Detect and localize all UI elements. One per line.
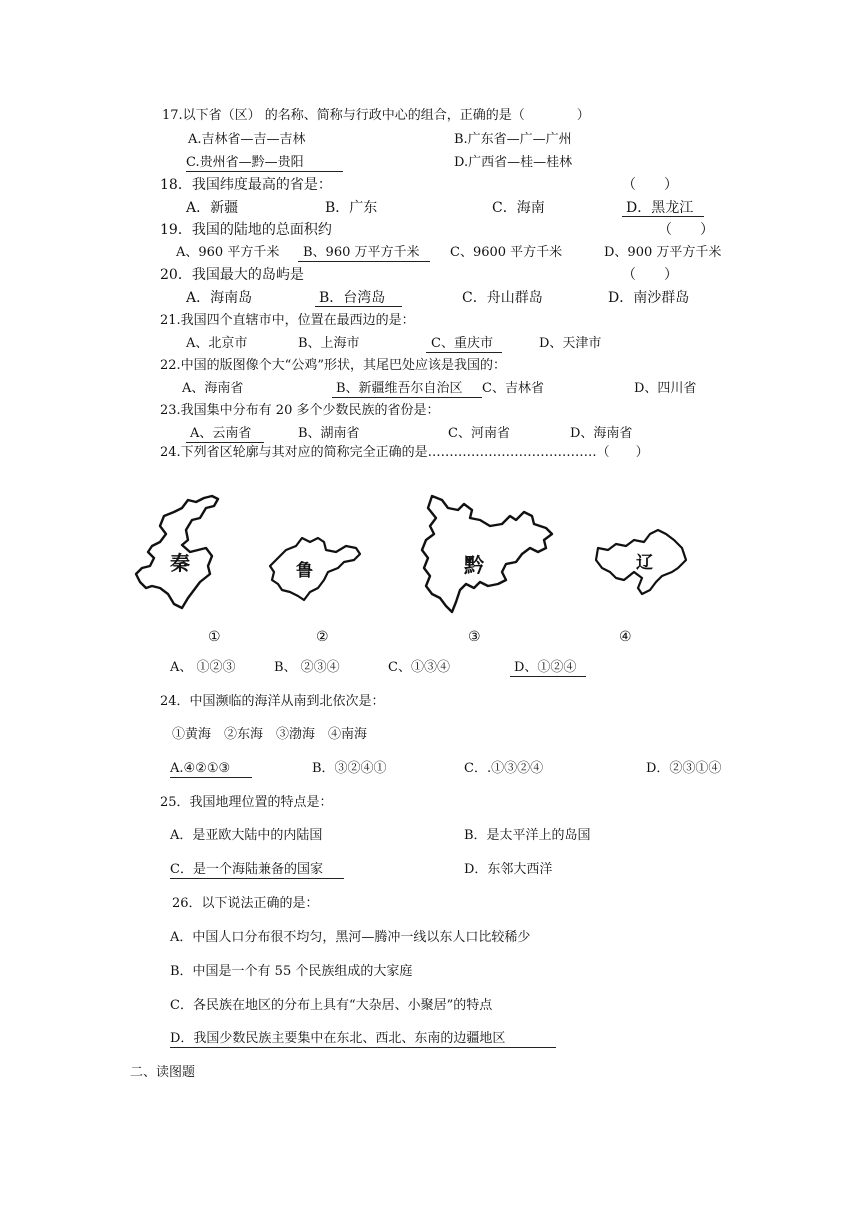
q23-option-c: C、河南省 <box>448 426 510 441</box>
q21-option-d: D、天津市 <box>539 336 602 351</box>
q17-option-c-answer: C.贵州省—黔—贵阳 <box>186 155 304 170</box>
map-4-abbr: 辽 <box>636 553 653 573</box>
q22-option-d: D、四川省 <box>634 381 697 396</box>
q24-stem: 24.下列省区轮廓与其对应的简称完全正确的是…………………………………（ ） <box>160 445 649 460</box>
q23-option-b: B、湖南省 <box>298 426 360 441</box>
q23-option-d: D、海南省 <box>570 426 633 441</box>
q25-answer-underline <box>170 878 344 879</box>
q26-answer-underline <box>170 1047 556 1048</box>
q22-answer-underline <box>332 397 482 398</box>
q24-option-d-answer: D、①②④ <box>514 660 577 675</box>
q19-option-b-answer: B、960 万平方千米 <box>303 245 420 260</box>
q20-paren: （ ） <box>622 267 678 283</box>
q22-option-a: A、海南省 <box>182 381 244 396</box>
q17-answer-underline <box>186 171 343 172</box>
q26-stem: 26．以下说法正确的是： <box>172 896 319 911</box>
q18-stem: 18．我国纬度最高的省是： <box>160 177 332 193</box>
q25-stem: 25．我国地理位置的特点是： <box>160 795 333 810</box>
guizhou-outline-map <box>418 490 558 620</box>
q24b-option-b: B．③②④① <box>312 761 387 776</box>
q19-stem: 19．我国的陆地的总面积约 <box>160 222 332 238</box>
map-1-abbr: 秦 <box>170 551 190 575</box>
q26-option-c: C．各民族在地区的分布上具有“大杂居、小聚居”的特点 <box>170 998 493 1013</box>
q24b-items: ①黄海 ②东海 ③渤海 ④南海 <box>172 727 368 742</box>
map-2-number: ② <box>316 629 329 645</box>
q18-paren: （ ） <box>622 177 678 193</box>
q17-stem: 17.以下省（区） 的名称、简称与行政中心的组合，正确的是（ ） <box>162 108 590 123</box>
q19-option-c: C、9600 平方千米 <box>450 245 563 260</box>
q24-option-a: A、 ①②③ <box>170 660 236 675</box>
q25-option-d: D．东邻大西洋 <box>464 862 553 877</box>
q17-option-d: D.广西省—桂—桂林 <box>454 155 573 170</box>
q24-option-c: C、①③④ <box>388 660 450 675</box>
q18-option-d-answer: D．黑龙江 <box>626 200 694 216</box>
q26-option-b: B．中国是一个有 55 个民族组成的大家庭 <box>170 964 413 979</box>
q17-option-a: A.吉林省—吉—吉林 <box>188 132 306 147</box>
q24-answer-underline <box>510 676 586 677</box>
map-1-number: ① <box>208 629 221 645</box>
q21-option-b: B、上海市 <box>298 336 360 351</box>
q24b-option-a-answer: A.④②①③ <box>170 761 231 776</box>
q24b-stem: 24．中国濒临的海洋从南到北依次是： <box>160 694 385 709</box>
q26-option-a: A．中国人口分布很不均匀，黑河—腾冲一线以东人口比较稀少 <box>170 930 531 945</box>
q20-option-b-answer: B．台湾岛 <box>319 290 386 306</box>
q21-option-a: A、北京市 <box>186 336 248 351</box>
q25-option-b: B．是太平洋上的岛国 <box>464 828 591 843</box>
q24b-option-d: D．②③①④ <box>646 761 722 776</box>
q23-answer-underline <box>186 442 264 443</box>
q23-stem: 23.我国集中分布有 20 多个少数民族的省份是： <box>160 403 440 418</box>
q22-stem: 22.中国的版图像个大“公鸡”形状，其尾巴处应该是我国的： <box>160 358 506 373</box>
q25-option-a: A．是亚欧大陆中的内陆国 <box>170 828 323 843</box>
q19-option-a: A、960 平方千米 <box>176 245 280 260</box>
q20-stem: 20．我国最大的岛屿是 <box>160 267 304 283</box>
q22-option-b-answer: B、新疆维吾尔自治区 <box>336 381 463 396</box>
q19-paren: （ ） <box>658 222 714 238</box>
liaoning-outline-map <box>590 520 690 610</box>
section-2-heading: 二、读图题 <box>130 1065 196 1080</box>
map-4-number: ④ <box>619 629 632 645</box>
q24b-answer-underline <box>170 777 252 778</box>
q25-option-c-answer: C．是一个海陆兼备的国家 <box>170 862 323 877</box>
q20-answer-underline <box>315 306 402 307</box>
map-3-abbr: 黔 <box>464 553 484 577</box>
q21-stem: 21.我国四个直辖市中，位置在最西边的是： <box>160 313 415 328</box>
q26-option-d-answer: D．我国少数民族主要集中在东北、西北、东南的边疆地区 <box>170 1031 506 1046</box>
q18-option-c: C．海南 <box>492 200 545 216</box>
map-2-abbr: 鲁 <box>296 561 313 581</box>
q18-option-a: A．新疆 <box>186 200 239 216</box>
q20-option-c: C．舟山群岛 <box>462 290 543 306</box>
q24b-option-c: C．.①③②④ <box>464 761 544 776</box>
q22-option-c: C、吉林省 <box>482 381 544 396</box>
shaanxi-outline-map <box>130 490 225 615</box>
q17-option-b: B.广东省—广—广州 <box>454 132 572 147</box>
q21-answer-underline <box>426 352 502 353</box>
q24-option-b: B、 ②③④ <box>274 660 340 675</box>
q20-option-d: D．南沙群岛 <box>608 290 690 306</box>
map-3-number: ③ <box>468 629 481 645</box>
q18-answer-underline <box>622 216 704 217</box>
q23-option-a-answer: A、云南省 <box>190 426 252 441</box>
q19-answer-underline <box>298 261 430 262</box>
q18-option-b: B．广东 <box>325 200 378 216</box>
q19-option-d: D、900 万平方千米 <box>604 245 722 260</box>
q20-option-a: A．海南岛 <box>186 290 253 306</box>
shandong-outline-map <box>264 530 364 610</box>
q21-option-c-answer: C、重庆市 <box>431 336 493 351</box>
